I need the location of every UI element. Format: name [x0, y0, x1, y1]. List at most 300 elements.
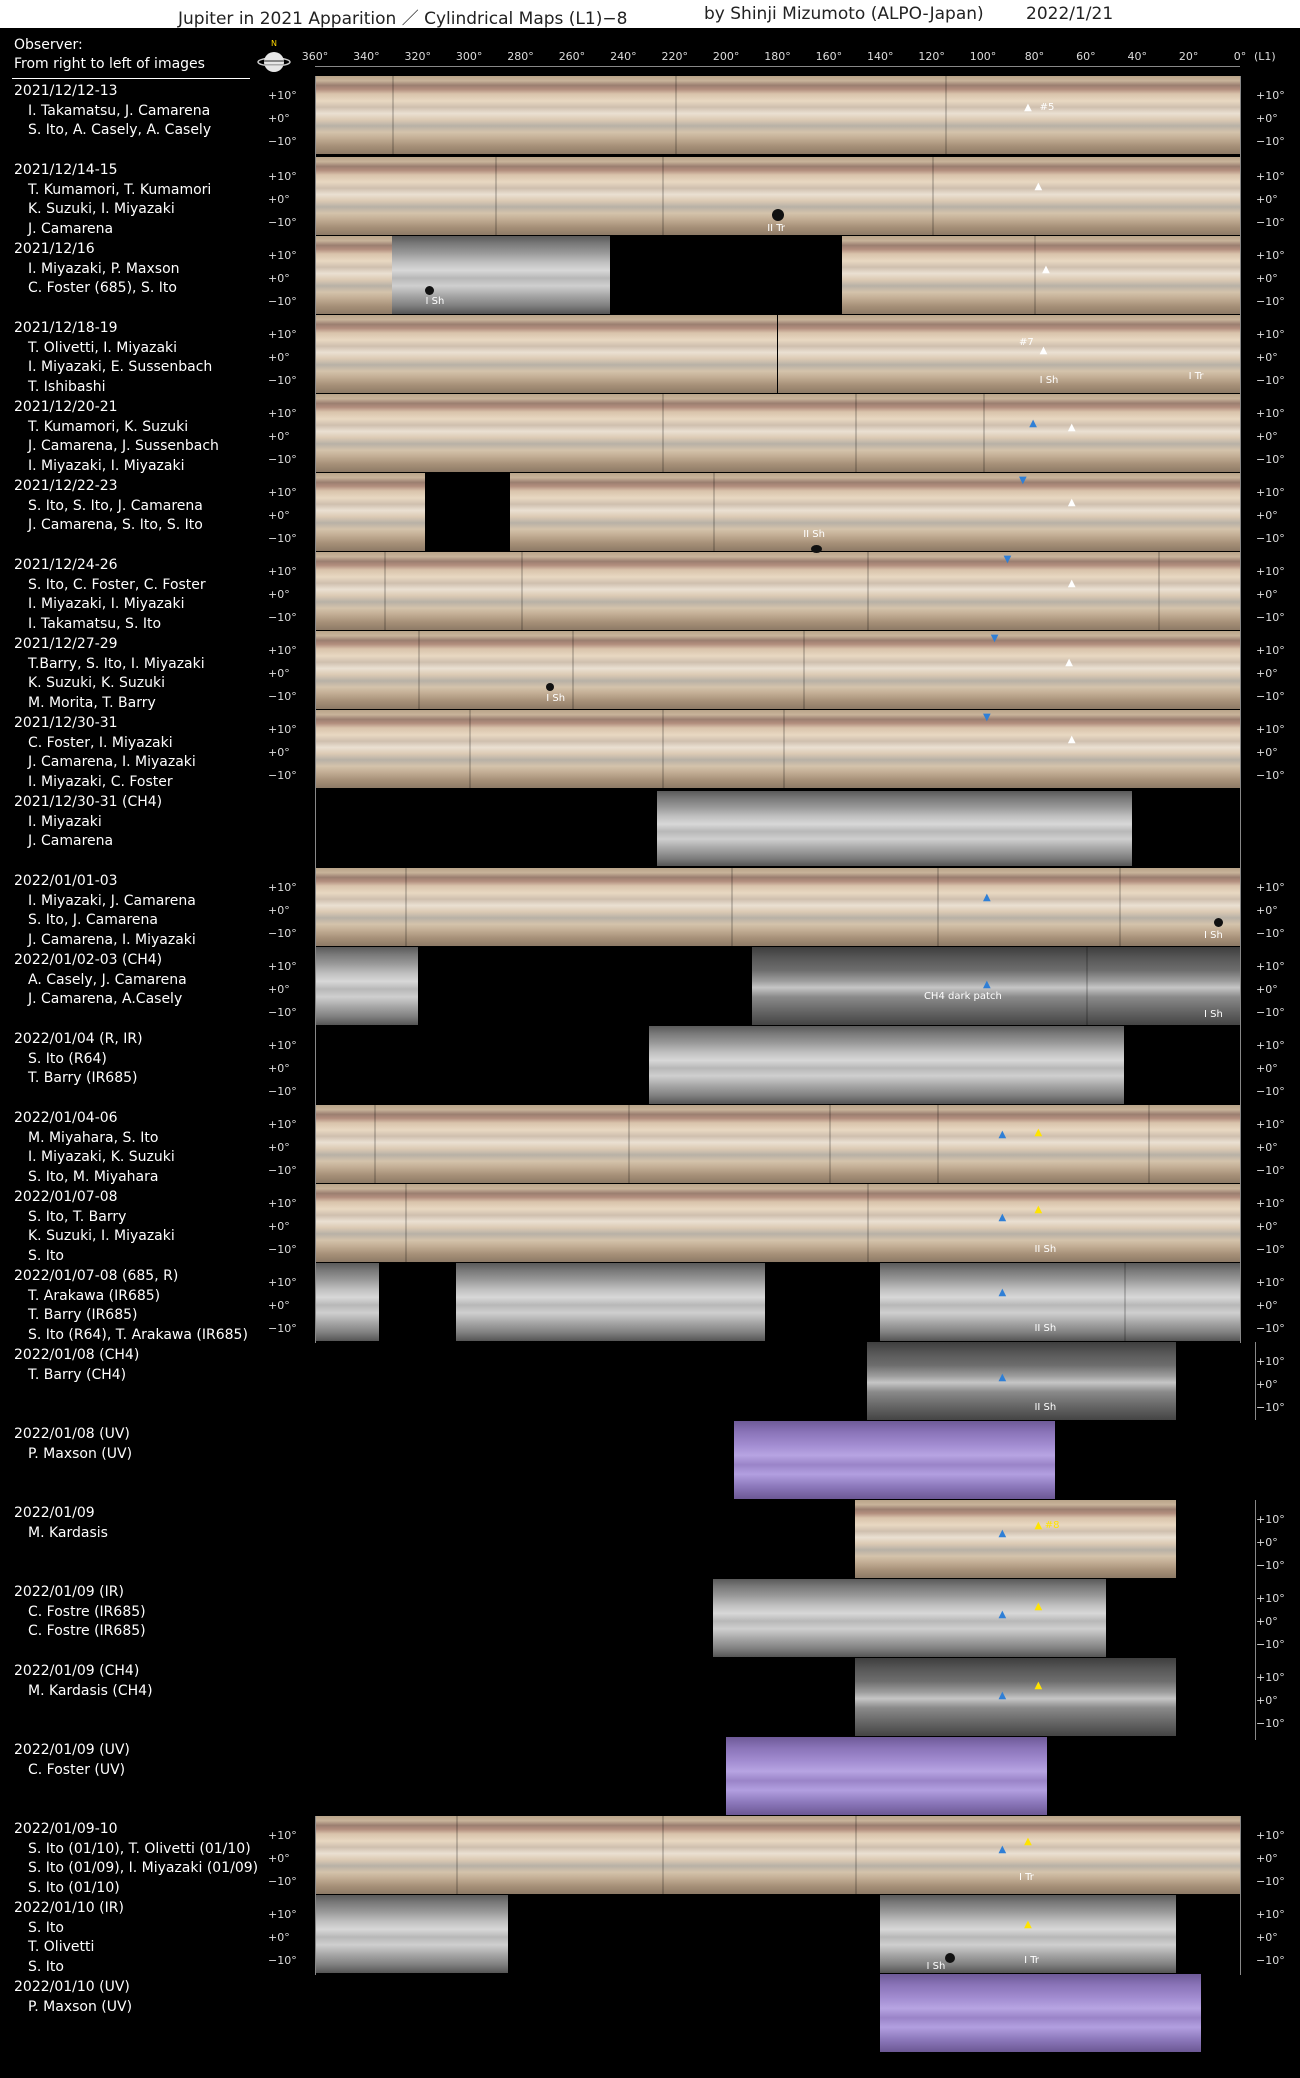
map-strip [880, 1974, 1201, 2052]
latitude-label: −10° [1256, 927, 1285, 940]
observation-date: 2022/01/10 (UV) [14, 1979, 130, 1995]
feature-label: II Sh [803, 529, 825, 540]
observer-line: J. Camarena [28, 220, 114, 237]
yellow-marker-triangle: ▲ [1034, 1601, 1043, 1612]
observation-date: 2021/12/14-15 [14, 162, 118, 178]
observation-row-label [14, 161, 211, 239]
yellow-marker-triangle: ▲ [1034, 1520, 1043, 1531]
latitude-label: −10° [268, 295, 297, 308]
image-seam [405, 1184, 407, 1262]
latitude-label: +10° [268, 881, 297, 894]
blue-marker-triangle: ▼ [1019, 475, 1027, 486]
white-marker-triangle: ▲ [1067, 497, 1076, 508]
image-seam [932, 157, 934, 235]
observation-date: 2022/01/09 (UV) [14, 1742, 130, 1758]
latitude-scale [268, 882, 297, 951]
latitude-scale [268, 90, 297, 159]
latitude-scale [1256, 171, 1285, 240]
divider [12, 78, 250, 79]
observation-row-label [14, 319, 212, 397]
latitude-label: −10° [1256, 453, 1285, 466]
observer-line: T. Ishibashi [28, 378, 106, 395]
map-strip [315, 552, 1240, 630]
latitude-label: +10° [1256, 89, 1285, 102]
observation-date: 2021/12/30-31 (CH4) [14, 794, 163, 810]
observation-date: 2022/01/08 (CH4) [14, 1347, 140, 1363]
image-seam [1034, 236, 1036, 314]
observation-row-label [14, 82, 211, 141]
latitude-label: +10° [268, 328, 297, 341]
latitude-scale [1256, 487, 1285, 556]
observer-line: I. Miyazaki, J. Camarena [28, 892, 196, 909]
latitude-scale [1256, 250, 1285, 319]
blue-marker-triangle: ▲ [998, 1690, 1007, 1701]
latitude-label: −10° [1256, 690, 1285, 703]
map-strip [315, 710, 1240, 788]
map-strip [842, 236, 1240, 314]
latitude-scale [268, 1830, 297, 1899]
image-seam [572, 631, 574, 709]
latitude-label: −10° [268, 453, 297, 466]
latitude-scale [268, 1040, 297, 1109]
latitude-label: −10° [1256, 1085, 1285, 1098]
latitude-label: +0° [268, 1299, 290, 1312]
observation-date: 2021/12/20-21 [14, 399, 118, 415]
image-seam [937, 1105, 939, 1183]
latitude-label: −10° [1256, 1006, 1285, 1019]
latitude-label: −10° [268, 1322, 297, 1335]
image-seam [384, 552, 386, 630]
feature-label: I Tr [1024, 1955, 1040, 1966]
observation-row-label [14, 477, 203, 536]
map-strip [855, 1500, 1176, 1578]
observer-heading [14, 36, 205, 74]
latitude-label: +0° [1256, 1852, 1278, 1865]
blue-marker-triangle: ▲ [998, 1372, 1007, 1383]
yellow-marker-triangle: ▲ [1034, 1127, 1043, 1138]
observation-date: 2022/01/02-03 (CH4) [14, 952, 163, 968]
latitude-label: +10° [268, 170, 297, 183]
image-seam [867, 552, 869, 630]
longitude-tick: 100° [969, 50, 997, 63]
observation-date: 2022/01/09 [14, 1505, 95, 1521]
latitude-label: +10° [268, 89, 297, 102]
longitude-tick: 80° [1024, 50, 1045, 63]
observer-line: T. Barry (IR685) [28, 1307, 138, 1323]
blue-marker-triangle: ▲ [983, 979, 991, 990]
observer-line: J. Camarena [28, 833, 114, 849]
map-strip [315, 1895, 508, 1973]
yellow-marker-triangle: ▲ [1034, 1204, 1043, 1215]
latitude-label: +10° [1256, 644, 1285, 657]
white-marker-triangle: ▲ [1034, 181, 1043, 192]
latitude-scale [1256, 1198, 1285, 1267]
observer-line: P. Maxson (UV) [28, 1445, 133, 1462]
observer-label: Observer: [14, 37, 83, 53]
observer-line: I. Miyazaki, I. Miyazaki [28, 457, 185, 474]
feature-label: II Sh [1034, 1402, 1057, 1413]
longitude-tick: 200° [712, 50, 740, 63]
blue-marker-triangle: ▲ [998, 1844, 1007, 1855]
map-strip [855, 1658, 1176, 1736]
latitude-label: +0° [268, 983, 290, 996]
observer-line: I. Miyazaki, I. Miyazaki [28, 596, 185, 612]
latitude-label: +0° [1256, 1141, 1278, 1154]
map-strip [456, 1263, 764, 1341]
latitude-scale [268, 645, 297, 714]
latitude-label: +10° [1256, 1908, 1285, 1921]
observer-line: T. Olivetti [28, 1939, 95, 1955]
map-strip [315, 868, 1240, 946]
latitude-label: +0° [1256, 193, 1278, 206]
observer-line: S. Ito, T. Barry [28, 1208, 127, 1225]
white-marker-triangle: ▲ [1067, 578, 1076, 589]
date: 2022/1/21 [1026, 4, 1114, 24]
observer-line: S. Ito, S. Ito, J. Camarena [28, 497, 203, 514]
latitude-label: +0° [1256, 351, 1278, 364]
longitude-tick: 20° [1178, 50, 1199, 63]
feature-label: I Sh [425, 296, 445, 307]
latitude-label: −10° [268, 135, 297, 148]
latitude-label: −10° [1256, 1401, 1285, 1414]
yellow-marker-triangle: ▲ [1024, 1919, 1032, 1930]
latitude-label: +10° [1256, 249, 1285, 262]
latitude-scale [268, 566, 297, 635]
latitude-label: −10° [268, 1243, 297, 1256]
latitude-label: +10° [268, 1118, 297, 1131]
observation-row-label [14, 1583, 146, 1642]
latitude-label: +0° [1256, 1694, 1278, 1707]
scale-axis-line [1255, 1500, 1256, 1740]
observation-date: 2022/01/01-03 [14, 873, 118, 889]
blue-marker-triangle: ▲ [998, 1212, 1007, 1223]
observer-line: S. Ito [28, 1958, 64, 1975]
observer-line: M. Miyahara, S. Ito [28, 1129, 159, 1146]
map-strip [315, 76, 1240, 154]
longitude-tick: 300° [455, 50, 483, 63]
scale-axis-line [1240, 1816, 1241, 1975]
observer-line: J. Camarena, I. Miyazaki [28, 754, 196, 770]
observation-row-label [14, 1978, 132, 2017]
observation-row-label [14, 951, 187, 1010]
white-marker-triangle: ▲ [1067, 422, 1076, 433]
image-seam [469, 710, 471, 788]
observer-line: M. Kardasis [28, 1524, 108, 1541]
blue-marker-triangle: ▼ [1003, 554, 1012, 565]
feature-label: II Sh [1034, 1323, 1057, 1334]
latitude-label: −10° [268, 1006, 297, 1019]
map-strip [315, 1816, 1240, 1894]
latitude-label: −10° [1256, 1243, 1285, 1256]
map-strip [880, 1026, 1124, 1104]
feature-label: II Sh [1034, 1244, 1057, 1255]
observer-line: T. Kumamori, K. Suzuki [28, 418, 189, 435]
latitude-label: +0° [1256, 1299, 1278, 1312]
latitude-label: +0° [1256, 509, 1278, 522]
latitude-label: +0° [1256, 272, 1278, 285]
latitude-label: +10° [268, 1908, 297, 1921]
latitude-label: −10° [1256, 769, 1285, 782]
observation-row-label [14, 1030, 143, 1089]
observation-row-label [14, 1425, 132, 1464]
latitude-label: +10° [1256, 881, 1285, 894]
map-strip [778, 315, 1241, 393]
latitude-label: +10° [268, 960, 297, 973]
latitude-label: +0° [1256, 667, 1278, 680]
latitude-scale [1256, 645, 1285, 714]
map-strip [315, 1105, 1240, 1183]
longitude-tick: 120° [918, 50, 945, 63]
image-seam [829, 1105, 831, 1183]
latitude-scale [268, 1119, 297, 1188]
latitude-label: +10° [268, 1276, 297, 1289]
latitude-label: −10° [1256, 611, 1285, 624]
feature-label: #8 [1044, 1520, 1060, 1531]
latitude-label: −10° [1256, 1638, 1285, 1651]
feature-label: II Tr [767, 223, 786, 234]
latitude-label: −10° [1256, 1559, 1285, 1572]
longitude-axis-line [315, 66, 1240, 67]
observation-row-label [14, 714, 196, 792]
image-seam [1086, 947, 1088, 1025]
latitude-label: −10° [268, 1085, 297, 1098]
image-seam [662, 157, 664, 235]
latitude-label: +0° [268, 667, 290, 680]
observation-date: 2022/01/07-08 [14, 1189, 118, 1205]
scale-axis-line [1255, 1342, 1256, 1420]
latitude-label: +10° [1256, 565, 1285, 578]
latitude-label: +10° [1256, 1118, 1285, 1131]
blue-marker-triangle: ▼ [990, 633, 999, 644]
image-seam [945, 76, 947, 154]
observer-line: I. Takamatsu, S. Ito [28, 615, 162, 632]
dark-spot [811, 545, 822, 553]
observation-date: 2022/01/08 (UV) [14, 1426, 130, 1442]
feature-label: I Tr [1188, 371, 1204, 382]
latitude-label: −10° [268, 216, 297, 229]
latitude-scale [1256, 1672, 1285, 1741]
latitude-label: +0° [1256, 1536, 1278, 1549]
feature-label: I Sh [1039, 375, 1059, 386]
observation-date: 2021/12/12-13 [14, 83, 118, 99]
longitude-tick: 140° [867, 50, 894, 63]
map-strip [456, 315, 777, 393]
blue-marker-triangle: ▲ [998, 1287, 1007, 1298]
longitude-unit: (L1) [1254, 50, 1276, 63]
latitude-label: +10° [268, 644, 297, 657]
observer-line: S. Ito (R64) [28, 1050, 107, 1067]
observation-date: 2022/01/04-06 [14, 1110, 118, 1126]
scale-axis-line [315, 1816, 316, 1975]
latitude-label: +0° [1256, 1220, 1278, 1233]
latitude-label: +0° [1256, 112, 1278, 125]
observation-row-label [14, 1188, 175, 1266]
observation-date: 2022/01/09 (CH4) [14, 1663, 140, 1679]
observer-line: C. Foster, I. Miyazaki [28, 734, 173, 751]
latitude-scale [268, 1909, 297, 1978]
observation-row-label [14, 793, 162, 852]
observer-line: C. Fostre (IR685) [28, 1623, 146, 1639]
blue-marker-triangle: ▲ [998, 1609, 1007, 1620]
map-strip [315, 631, 1240, 709]
white-marker-triangle: ▲ [1039, 345, 1048, 356]
feature-label: #5 [1039, 102, 1055, 113]
map-strip [867, 1342, 1175, 1420]
latitude-label: +10° [1256, 1355, 1285, 1368]
yellow-marker-triangle: ▲ [1034, 1680, 1043, 1691]
blue-marker-triangle: ▼ [983, 712, 991, 723]
image-seam [983, 394, 985, 472]
observation-date: 2021/12/30-31 [14, 715, 118, 731]
observer-line: I. Miyazaki, E. Sussenbach [28, 359, 213, 375]
latitude-label: −10° [268, 927, 297, 940]
author: by Shinji Mizumoto (ALPO-Japan) [704, 4, 984, 24]
longitude-tick: 160° [815, 50, 843, 63]
latitude-label: +10° [1256, 407, 1285, 420]
observer-line: T. Olivetti, I. Miyazaki [28, 339, 178, 356]
observer-line: K. Suzuki, K. Suzuki [28, 675, 166, 691]
observer-line: T. Arakawa (IR685) [28, 1287, 161, 1304]
blue-marker-triangle: ▲ [983, 892, 991, 903]
title-bar [0, 0, 1300, 28]
observer-line: C. Foster (UV) [28, 1761, 126, 1778]
blue-marker-triangle: ▲ [998, 1129, 1007, 1140]
map-strip [726, 1737, 1047, 1815]
observation-row-label [14, 1267, 248, 1345]
observation-row-label [14, 398, 219, 476]
longitude-scale [300, 50, 1276, 66]
latitude-label: +0° [1256, 1062, 1278, 1075]
image-seam [456, 1816, 458, 1894]
latitude-label: −10° [1256, 1322, 1285, 1335]
image-seam [937, 868, 939, 946]
observation-date: 2022/01/04 (R, IR) [14, 1031, 143, 1047]
observation-row-label [14, 1899, 124, 1977]
latitude-scale [1256, 724, 1285, 793]
latitude-label: +0° [268, 1852, 290, 1865]
latitude-label: +10° [1256, 1829, 1285, 1842]
map-strip [510, 473, 1240, 551]
latitude-scale [1256, 90, 1285, 159]
image-seam [1124, 1263, 1126, 1341]
observer-line: S. Ito (01/09), I. Miyazaki (01/09) [28, 1860, 259, 1876]
map-strip [713, 1579, 1106, 1657]
latitude-scale [1256, 1040, 1285, 1109]
observer-line: P. Maxson (UV) [28, 1998, 133, 2015]
observation-row-label [14, 872, 196, 950]
latitude-scale [1256, 882, 1285, 951]
latitude-label: +0° [1256, 430, 1278, 443]
observer-line: I. Miyazaki, P. Maxson [28, 260, 180, 277]
observation-date: 2021/12/18-19 [14, 320, 118, 336]
latitude-scale [1256, 1119, 1285, 1188]
latitude-label: −10° [1256, 1164, 1285, 1177]
image-seam [675, 76, 677, 154]
map-strip [919, 791, 1132, 866]
image-seam [374, 1105, 376, 1183]
observer-line: K. Suzuki, I. Miyazaki [28, 201, 175, 217]
observer-line: I. Miyazaki, K. Suzuki [28, 1149, 175, 1165]
image-seam [662, 1816, 664, 1894]
latitude-label: +10° [268, 407, 297, 420]
latitude-label: +0° [268, 509, 290, 522]
longitude-tick: 280° [507, 50, 534, 63]
latitude-label: +10° [268, 723, 297, 736]
latitude-label: −10° [268, 374, 297, 387]
image-seam [405, 868, 407, 946]
latitude-scale [1256, 1909, 1285, 1978]
page-title: Jupiter in 2021 Apparition ／ Cylindrical Maps (L1)−8 [178, 9, 628, 29]
longitude-tick: 220° [661, 50, 688, 63]
observation-date: 2021/12/22-23 [14, 478, 118, 494]
latitude-label: +10° [1256, 960, 1285, 973]
observer-line: M. Morita, T. Barry [28, 694, 156, 711]
map-strip [315, 1184, 1240, 1262]
latitude-label: +10° [268, 1197, 297, 1210]
observer-line: T.Barry, S. Ito, I. Miyazaki [28, 655, 205, 672]
observation-date: 2022/01/07-08 (685, R) [14, 1268, 179, 1284]
latitude-label: −10° [1256, 135, 1285, 148]
image-seam [713, 473, 715, 551]
observation-row-label [14, 1741, 130, 1780]
latitude-label: +0° [268, 588, 290, 601]
map-strip [752, 947, 1240, 1025]
latitude-label: −10° [1256, 1875, 1285, 1888]
north-label: N [271, 39, 277, 48]
latitude-scale [268, 1198, 297, 1267]
observer-line: K. Suzuki, I. Miyazaki [28, 1228, 175, 1244]
image-seam [662, 710, 664, 788]
image-seam [783, 710, 785, 788]
observation-row-label [14, 1504, 108, 1543]
observation-row-label [14, 1662, 153, 1701]
latitude-scale [268, 487, 297, 556]
latitude-label: +0° [1256, 1615, 1278, 1628]
map-strip [649, 1026, 880, 1104]
latitude-label: +0° [268, 1141, 290, 1154]
observation-date: 2021/12/24-26 [14, 557, 118, 573]
image-seam [662, 394, 664, 472]
feature-label: #7 [1019, 337, 1034, 348]
latitude-label: +10° [1256, 486, 1285, 499]
longitude-tick: 0° [1233, 50, 1247, 63]
latitude-label: −10° [268, 769, 297, 782]
map-strip [315, 947, 418, 1025]
observation-date: 2022/01/09-10 [14, 1821, 118, 1837]
image-seam [855, 1816, 857, 1894]
image-seam [855, 394, 857, 472]
map-strip [734, 1421, 1055, 1499]
latitude-label: −10° [1256, 216, 1285, 229]
latitude-scale [268, 250, 297, 319]
observer-line: S. Ito, A. Casely, A. Casely [28, 122, 212, 138]
latitude-label: +10° [1256, 328, 1285, 341]
observation-date: 2021/12/16 [14, 241, 95, 257]
latitude-scale [268, 1277, 297, 1346]
latitude-label: +0° [268, 1062, 290, 1075]
observer-line: I. Miyazaki, C. Foster [28, 773, 173, 790]
latitude-label: +10° [268, 249, 297, 262]
observation-row-label [14, 1346, 139, 1385]
image-seam [1158, 552, 1160, 630]
image-seam [1119, 868, 1121, 946]
latitude-scale [268, 724, 297, 793]
latitude-label: −10° [268, 1954, 297, 1967]
observer-line: J. Camarena, S. Ito, S. Ito [28, 517, 203, 533]
observer-line: I. Miyazaki [28, 813, 102, 830]
map-strip [315, 394, 1240, 472]
observer-line: I. Takamatsu, J. Camarena [28, 102, 211, 119]
